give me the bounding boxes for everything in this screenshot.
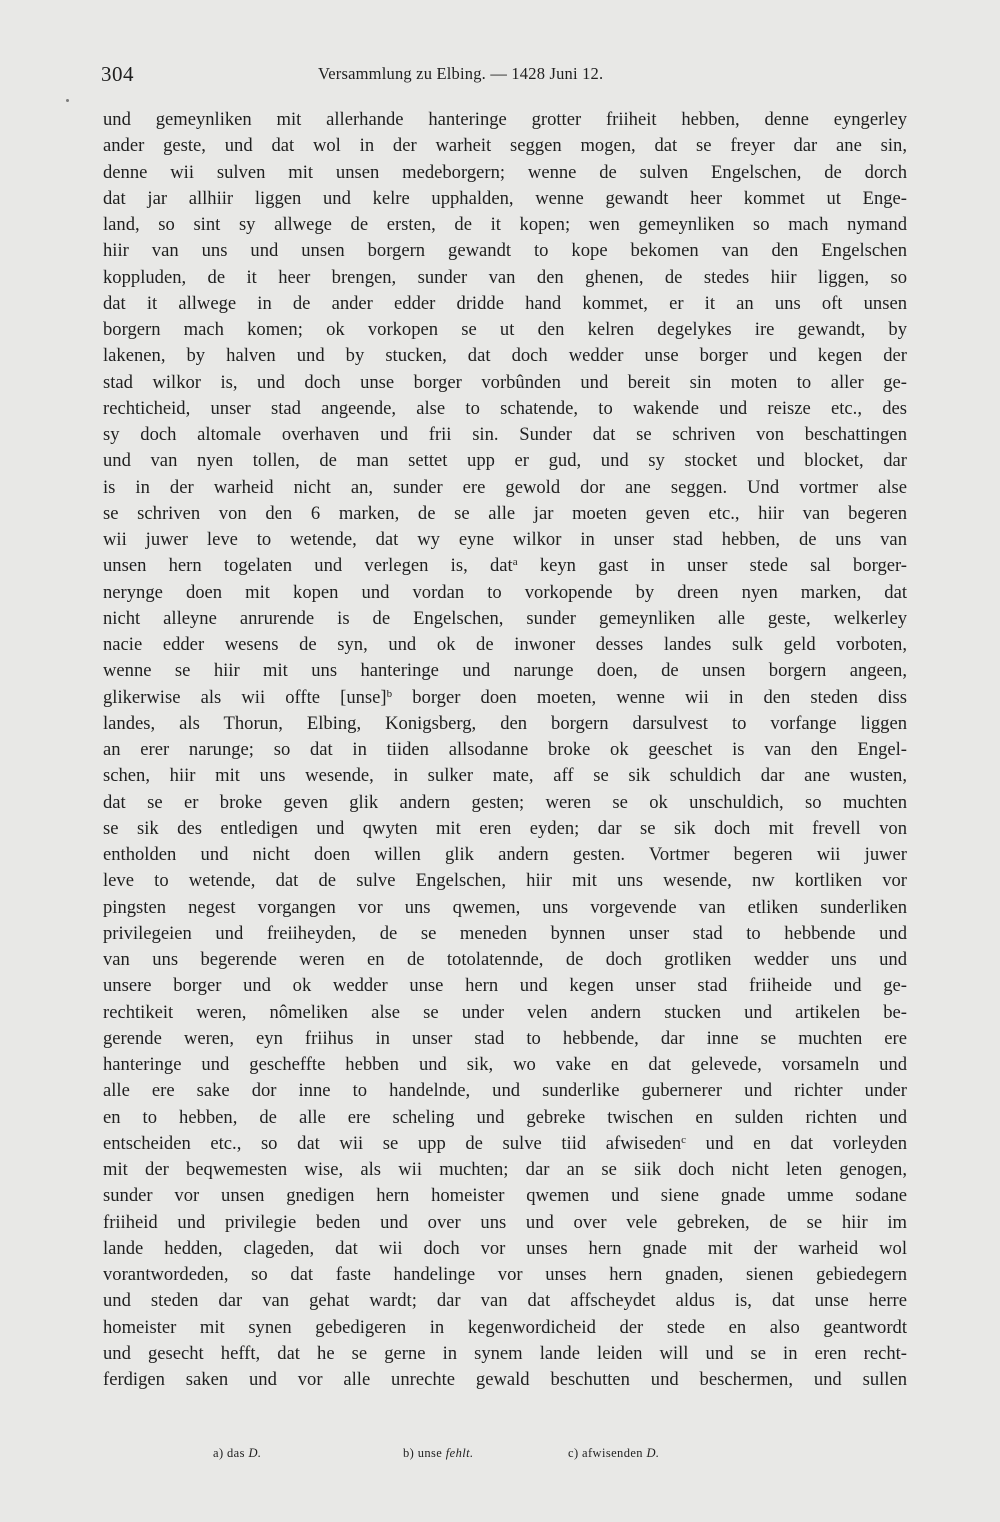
footnote-mark-c: c	[681, 1133, 687, 1146]
text-line: denne wii sulven mit unsen medeborgern; wenne de sulven Engelschen, de dorch	[103, 161, 907, 183]
text-line: ander geste, und dat wol in der warheit seggen mogen, dat se freyer dar ane sin,	[103, 135, 907, 157]
line-tail: und en dat vorleyden	[686, 1132, 907, 1154]
text-line: hiir van uns und unsen borgern gewandt to kope bekomen van den Engelschen	[103, 240, 907, 262]
running-head: Versammlung zu Elbing. — 1428 Juni 12.	[318, 64, 604, 83]
footnote-b-note: fehlt.	[445, 1446, 474, 1460]
text-line: van uns begerende weren en de totolatennde, de doch grotliken wedder uns und	[103, 949, 907, 970]
text-line: land, so sint sy allwege de ersten, de it kopen; wen gemeynliken so mach nymand	[103, 214, 907, 235]
text-line: alle ere sake dor inne to handelnde, und sunderlike gubernerer und richter under	[103, 1080, 907, 1102]
text-line: schen, hiir mit uns wesende, in sulker mate, aff se sik schuldich dar ane wusten,	[103, 765, 907, 787]
text-line: an erer narunge; so dat in tiiden allsodanne broke ok geeschet is van den Engel-	[103, 739, 907, 760]
text-line: sy doch altomale overhaven und frii sin. Sunder dat se schriven von beschattingen	[103, 424, 907, 445]
footnote-mark-a: a	[512, 556, 518, 569]
text-line: stad wilkor is, und doch unse borger vorbûnden und bereit sin moten to aller ge-	[103, 371, 907, 393]
text-line: nerynge doen mit kopen und vordan to vorkopende by dreen nyen marken, dat	[103, 581, 907, 603]
text-line: vorantwordeden, so dat faste handelinge vor unses hern gnaden, sienen gebiedegern	[103, 1264, 907, 1285]
footnote-b	[403, 1446, 474, 1461]
text-line: landes, als Thorun, Elbing, Konigsberg, den borgern darsulvest to vorfange liggen	[103, 712, 907, 734]
footnote-a	[213, 1446, 261, 1461]
footnote-c	[568, 1446, 659, 1461]
line-head: entscheiden etc., so dat wii se upp de sulve tiid afwiseden	[103, 1132, 682, 1154]
footnote-c-siglum: D.	[646, 1446, 660, 1460]
text-line-with-note-c	[103, 1131, 907, 1157]
page-number: 304	[101, 62, 134, 86]
text-line: privilegeien und freiiheyden, de se meneden bynnen unser stad to hebbende und	[103, 922, 907, 944]
text-line: leve to wetende, dat de sulve Engelschen, hiir mit uns wesende, nw kortliken vor	[103, 870, 907, 892]
text-line: en to hebben, de alle ere scheling und gebreke twischen en sulden richten und	[103, 1106, 907, 1128]
text-line: friiheid und privilegie beden und over uns und over vele gebreken, de se hiir im	[103, 1211, 907, 1233]
footnotes	[0, 1446, 1000, 1466]
line-tail: keyn gast in unser stede sal borger-	[517, 555, 907, 577]
text-line: lakenen, by halven und by stucken, dat doch wedder unse borger und kegen der	[103, 345, 907, 367]
text-line: und gemeynliken mit allerhande hanteringe grotter friiheit hebben, denne eyngerley	[103, 109, 907, 130]
text-line: und steden dar van gehat wardt; dar van dat affscheydet aldus is, dat unse herre	[103, 1290, 907, 1312]
text-line: nacie edder wesens de syn, und ok de inwoner desses landes sulk geld vorboten,	[103, 634, 907, 655]
text-line-with-note-a	[103, 553, 907, 579]
text-line: rechtikeit weren, nômeliken alse se under velen andern stucken und artikelen be-	[103, 1001, 907, 1023]
footnote-a-siglum: D.	[248, 1446, 262, 1460]
text-line: unsere borger und ok wedder unse hern und kegen unser stad friiheide und ge-	[103, 975, 907, 997]
text-line: und van nyen tollen, de man settet upp er gud, und sy stocket und blocket, dar	[103, 450, 907, 472]
text-line: wenne se hiir mit uns hanteringe und narunge doen, de unsen borgern angeen,	[103, 660, 907, 682]
footnote-a-label: a) das	[213, 1446, 245, 1460]
text-line: koppluden, de it heer brengen, sunder van den ghenen, de stedes hiir liggen, so	[103, 266, 907, 288]
text-line: dat se er broke geven glik andern gesten; weren se ok unschuldich, so muchten	[103, 791, 907, 813]
line-tail: borger doen moeten, wenne wii in den steden diss	[392, 686, 907, 708]
text-line: nicht alleyne anrurende is de Engelschen, sunder gemeynliken alle geste, welkerley	[103, 607, 907, 629]
text-line: homeister mit synen gebedigeren in kegenwordicheid der stede en also geantwordt	[103, 1316, 907, 1338]
footnote-c-label: c) afwisenden	[568, 1446, 643, 1460]
text-line: gerende weren, eyn friihus in unser stad to hebbende, dar inne se muchten ere	[103, 1027, 907, 1049]
text-line-with-note-b	[103, 685, 907, 711]
text-line: dat it allwege in de ander edder dridde hand kommet, er it an uns oft unsen	[103, 292, 907, 314]
text-line: dat jar allhiir liggen und kelre upphalden, wenne gewandt heer kommet ut Enge-	[103, 187, 907, 209]
text-line: lande hedden, clageden, dat wii doch vor unses hern gnade mit der warheid wol	[103, 1237, 907, 1259]
text-line: rechticheid, unser stad angeende, alse to schatende, to wakende und reisze etc., des	[103, 397, 907, 419]
text-line: hanteringe und gescheffte hebben und sik, wo vake en dat gelevede, vorsameln und	[103, 1054, 907, 1075]
text-line: entholden und nicht doen willen glik andern gesten. Vortmer begeren wii juwer	[103, 844, 907, 865]
footnote-b-label: b) unse	[403, 1446, 443, 1460]
line-head: glikerwise als wii offte [unse]	[103, 686, 387, 708]
text-line: borgern mach komen; ok vorkopen se ut den kelren degelykes ire gewandt, by	[103, 319, 907, 340]
text-line: und gesecht hefft, dat he se gerne in synem lande leiden will und se in eren recht-	[103, 1342, 907, 1364]
text-line: pingsten negest vorgangen vor uns qwemen, uns vorgevende van etliken sunderliken	[103, 896, 907, 918]
footnote-mark-b: b	[386, 687, 393, 700]
body-text	[103, 107, 907, 1393]
text-line: ferdigen saken und vor alle unrechte gewald beschutten und beschermen, und sullen	[103, 1369, 907, 1390]
text-line: is in der warheid nicht an, sunder ere gewold dor ane seggen. Und vortmer alse	[103, 476, 907, 498]
line-head: unsen hern togelaten und verlegen is, dat	[103, 555, 513, 577]
text-line: mit der beqwemesten wise, als wii muchten; dar an se siik doch nicht leten genogen,	[103, 1159, 907, 1180]
text-line: wii juwer leve to wetende, dat wy eyne wilkor in unser stad hebben, de uns van	[103, 529, 907, 550]
text-line: se sik des entledigen und qwyten mit eren eyden; dar se sik doch mit frevell von	[103, 817, 907, 839]
text-line: sunder vor unsen gnedigen hern homeister qwemen und siene gnade umme sodane	[103, 1185, 907, 1207]
text-line: se schriven von den 6 marken, de se alle jar moeten geven etc., hiir van begeren	[103, 502, 907, 524]
scan-speck	[66, 99, 69, 102]
page-header	[101, 62, 907, 92]
